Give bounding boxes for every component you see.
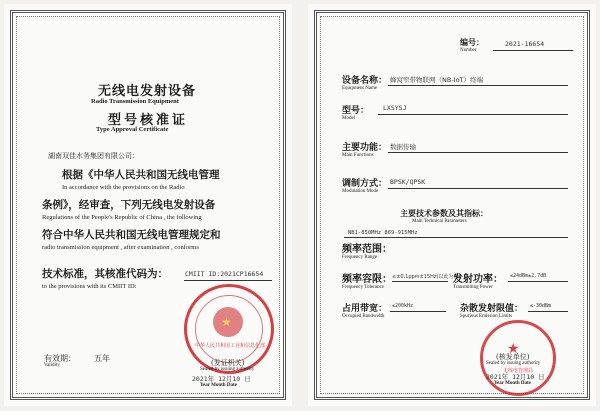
date-labels: Year Month Date bbox=[200, 383, 237, 388]
certificate-left-page bbox=[4, 4, 292, 406]
freq-range-label-cn: 频率范围： bbox=[342, 244, 392, 255]
para1-cn: 根据《中华人民共和国无线电管理 bbox=[62, 169, 220, 181]
para4-cn: 技术标准，其核准代码为： bbox=[42, 268, 168, 280]
spurious-label-en: Spurious Emission Limits bbox=[460, 314, 512, 319]
issuing-unit-en: Sealed by issuing authority bbox=[486, 361, 541, 366]
certificate-right-page bbox=[308, 4, 596, 406]
freq-tol-label-en: Frequency Tolerance bbox=[342, 285, 384, 290]
para2-en: Regulations of the People's Republic of China , the following bbox=[42, 214, 202, 221]
issuing-unit-seal-icon: ★ 无线电管理局 bbox=[480, 320, 556, 396]
seal-text: 无线电管理局 bbox=[502, 368, 533, 374]
title-cn: 无线电发射设备 bbox=[98, 84, 197, 99]
validity-value: 五年 bbox=[94, 354, 110, 363]
freq-tol-label-cn: 频率容限： bbox=[342, 274, 392, 285]
para2-cn: 条例》，经审查，下列无线电发射设备 bbox=[42, 199, 216, 211]
modulation-value: BPSK/QPSK bbox=[390, 178, 426, 186]
subtitle-en: Type Approval Certificate bbox=[96, 126, 169, 133]
bandwidth-label-cn: 占用带宽： bbox=[342, 304, 388, 314]
issuing-authority-en: Sealed by issuing authority bbox=[200, 367, 255, 372]
official-seal-icon: ★ 中华人民共和国工业和信息化部 bbox=[184, 284, 274, 374]
date-labels: Year Month Date bbox=[494, 381, 531, 386]
power-label-cn: 发射功率： bbox=[453, 274, 503, 285]
bandwidth-label-en: Occupied Bandwidth bbox=[342, 314, 385, 319]
params-heading-en: Main Technical Parameters bbox=[412, 219, 467, 224]
para3-cn: 符合中华人民共和国无线电管理规定和 bbox=[42, 229, 221, 241]
seal-text: 中华人民共和国工业和信息化部 bbox=[195, 343, 266, 349]
company-name: 湖南双佳水务集团有限公司： bbox=[48, 152, 139, 160]
issuing-unit-cn: (核发单位) bbox=[496, 353, 530, 361]
model-value: LXSYSJ bbox=[383, 104, 407, 112]
freq-range-label-en: Frequency Range bbox=[342, 255, 378, 260]
issue-date: 2021年 12月10 日 bbox=[192, 375, 251, 383]
spurious-value: ≤-30dBm bbox=[530, 303, 552, 309]
freq-tol-value: ≤±0.1ppm±15Hz(以此为准) bbox=[392, 274, 461, 280]
number-label-cn: 编号： bbox=[460, 37, 484, 47]
power-value: ≤24dBm±2.7dB bbox=[510, 273, 547, 279]
functions-label-cn: 主要功能： bbox=[342, 143, 388, 153]
para3-en: radio transmission equipment , after examination , conforms bbox=[42, 244, 199, 251]
spurious-label-cn: 杂散发射限值： bbox=[460, 304, 524, 314]
validity-label-en: Validity bbox=[44, 363, 60, 368]
power-label-en: Transmitting Power bbox=[453, 285, 493, 290]
functions-value: 数据传输 bbox=[390, 143, 416, 151]
subtitle-cn: 型号核准证 bbox=[108, 113, 189, 128]
functions-label-en: Main Functions bbox=[342, 153, 374, 158]
issue-date: 2021年 12月10 日 bbox=[486, 373, 545, 381]
params-heading-cn: 主要技术参数及其指标： bbox=[400, 208, 488, 218]
title-en: Radio Transmission Equipment bbox=[91, 98, 179, 105]
number-label-en: Number bbox=[460, 48, 477, 53]
model-label-cn: 型号： bbox=[342, 106, 370, 116]
para1-en: In accordance with the provisions on the Radio bbox=[62, 184, 185, 191]
number-value: 2021-16654 bbox=[505, 40, 545, 48]
equip-name-label-cn: 设备名称： bbox=[342, 76, 388, 86]
modulation-label-cn: 调制方式： bbox=[342, 179, 388, 189]
modulation-label-en: Modulation Mode bbox=[342, 189, 379, 194]
equip-name-label-en: Equipment Name bbox=[342, 86, 378, 91]
equip-name-value: 蜂窝窄带物联网（NB-IoT）终端 bbox=[390, 76, 484, 84]
freq-range-value: NB1-850MHz 869-915MHz bbox=[348, 230, 418, 236]
bandwidth-value: ≤200kHz bbox=[392, 303, 414, 309]
model-label-en: Model bbox=[342, 116, 356, 121]
para4-en: to the provisions with its CMIIT ID: bbox=[42, 283, 137, 290]
issuing-authority-cn: (发证机关) bbox=[211, 359, 245, 367]
validity-label-cn: 有效期： bbox=[44, 354, 76, 363]
cmiit-id: CMIIT ID:2021CP16654 bbox=[185, 270, 264, 278]
